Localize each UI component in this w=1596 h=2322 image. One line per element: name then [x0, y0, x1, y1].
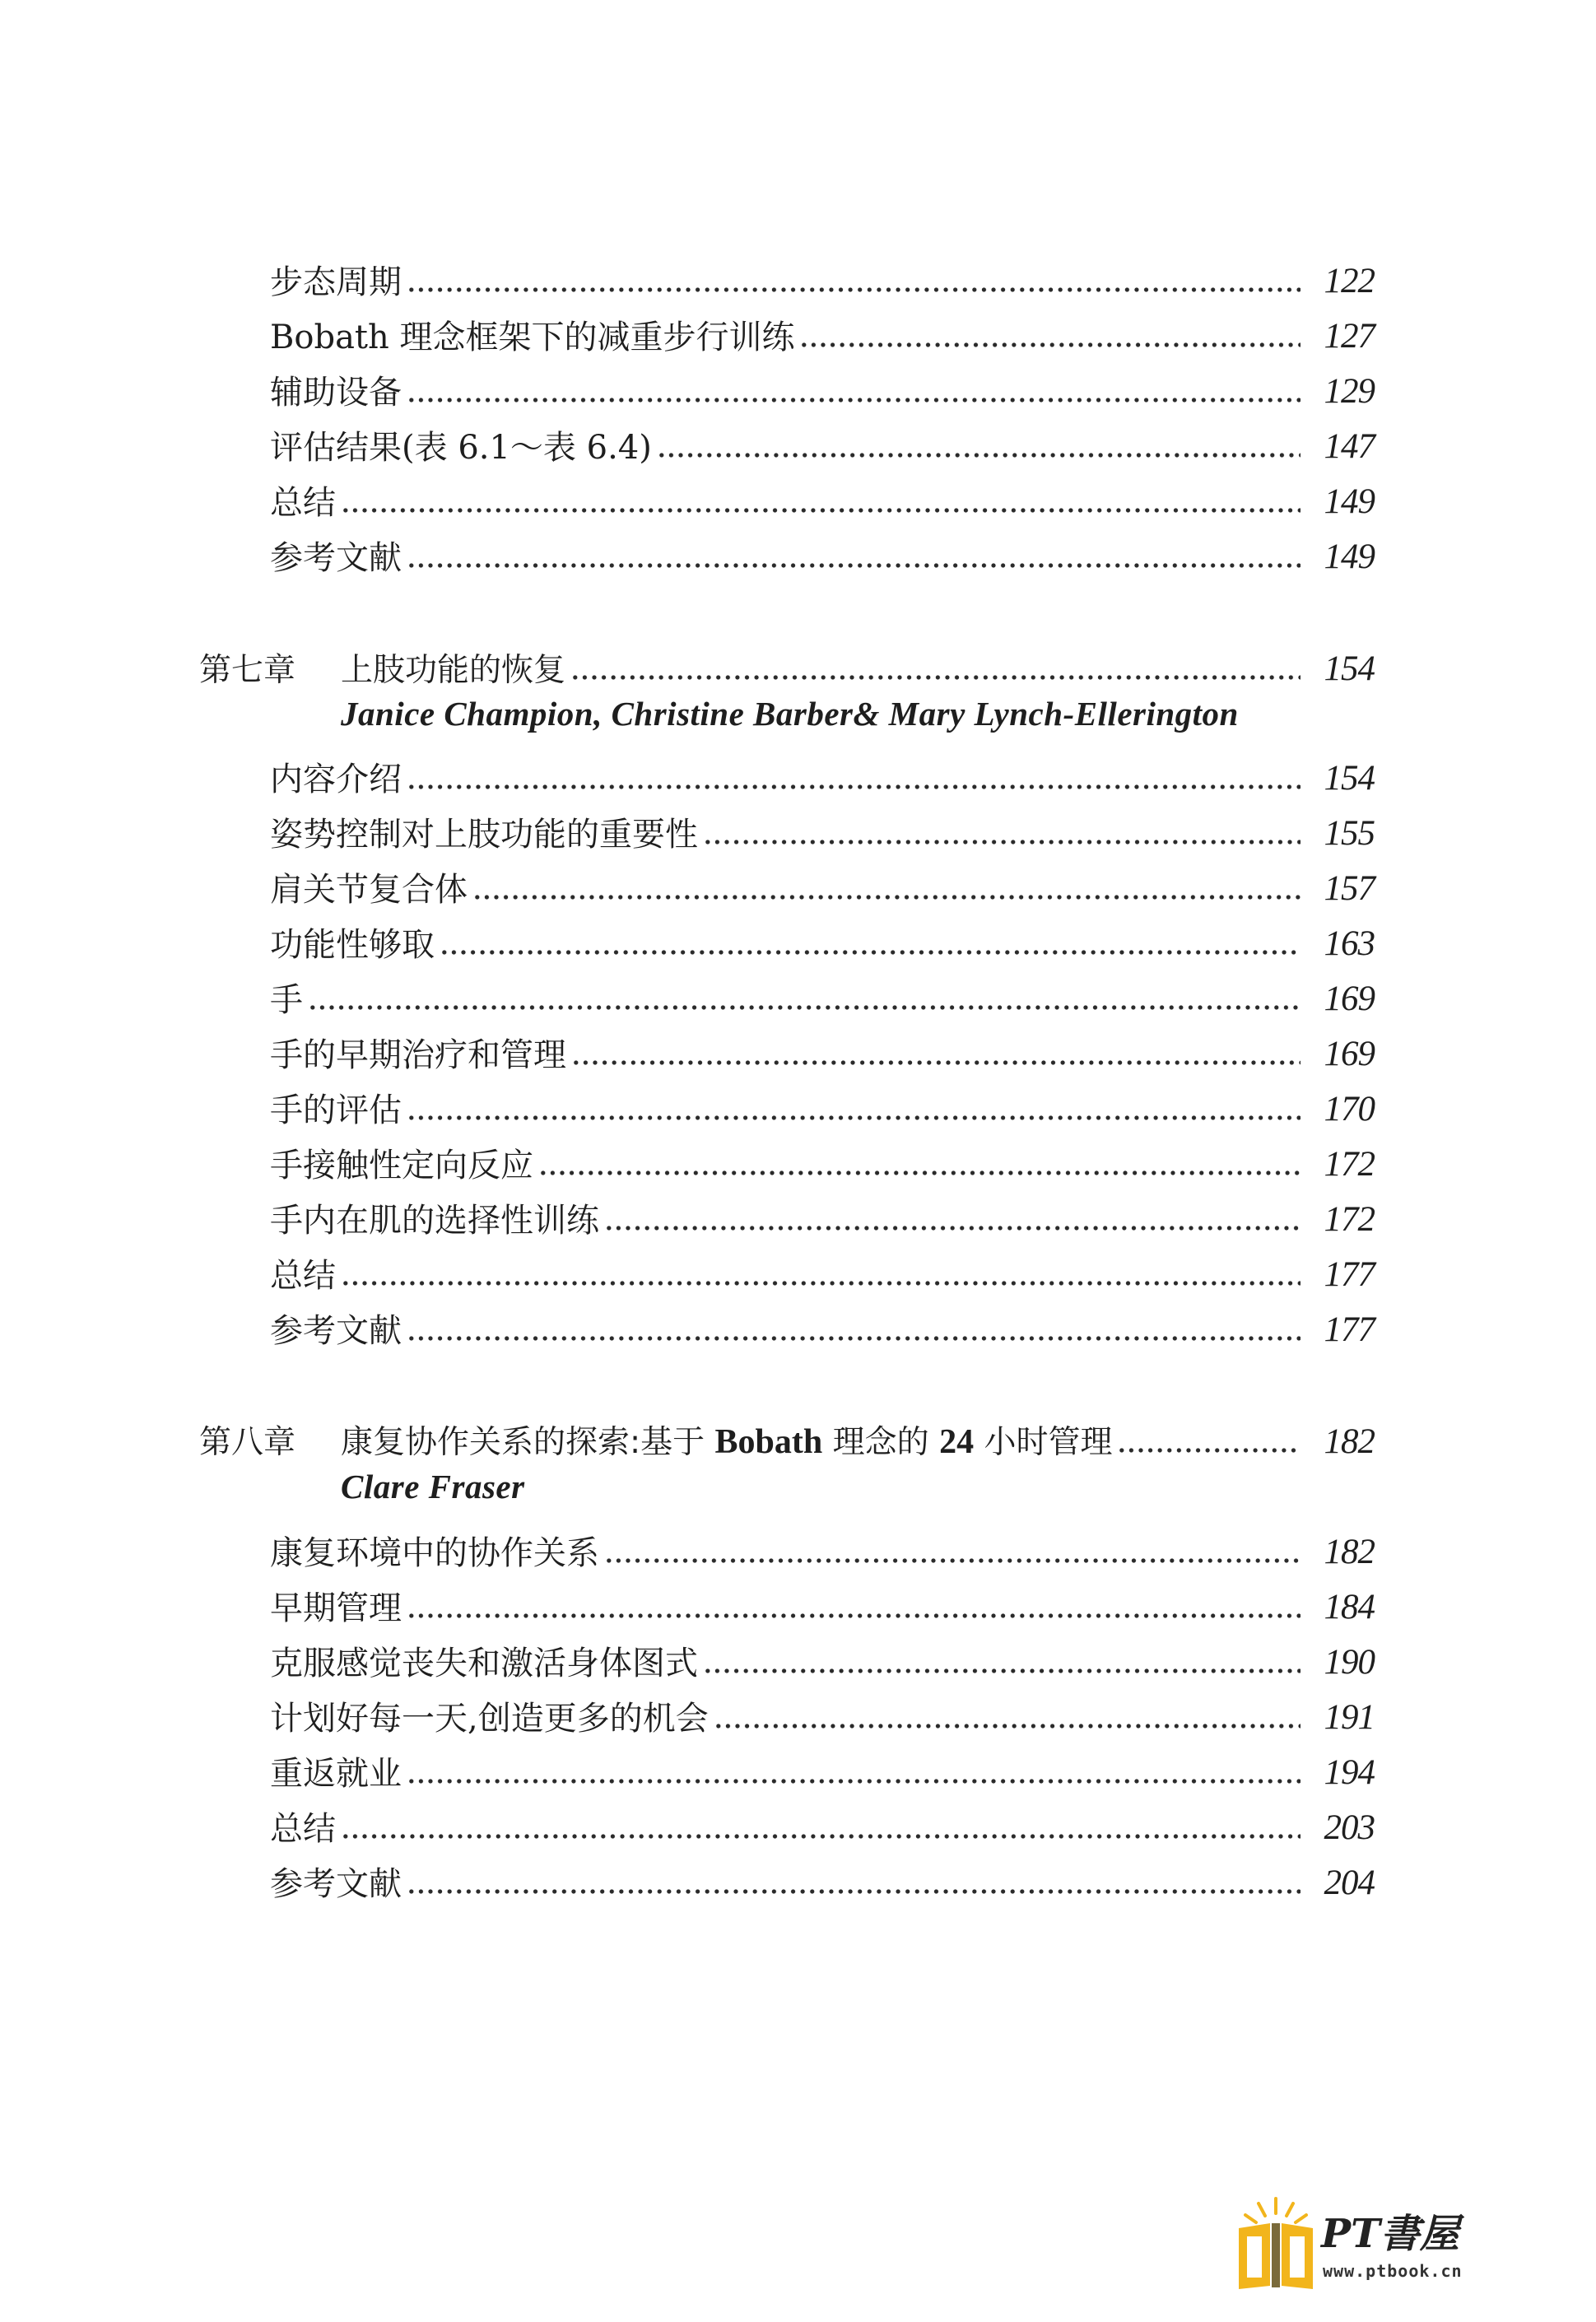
- dot-leader: [657, 452, 1301, 458]
- page-number: 170: [1324, 1090, 1375, 1128]
- chapter-title: [341, 1424, 1112, 1461]
- page-number: 191: [1324, 1698, 1375, 1737]
- page-number: 129: [1324, 372, 1375, 411]
- toc-entry[interactable]: [270, 1570, 1375, 1625]
- entry-title: 康复环境中的协作关系: [270, 1534, 599, 1572]
- dot-leader: [538, 1170, 1301, 1176]
- page-number: 169: [1324, 980, 1375, 1018]
- dot-leader: [407, 1778, 1301, 1785]
- toc-entry[interactable]: [270, 906, 1375, 964]
- page-number: 184: [1324, 1588, 1375, 1626]
- toc-entry[interactable]: [270, 1127, 1375, 1182]
- page-number: 122: [1324, 262, 1375, 300]
- dot-leader: [407, 286, 1301, 293]
- entry-title: 步态周期: [270, 263, 402, 301]
- dot-leader: [604, 1225, 1301, 1231]
- toc-entry[interactable]: [270, 961, 1375, 1017]
- entry-title: 手的早期治疗和管理: [270, 1036, 566, 1074]
- toc-entry[interactable]: [270, 1515, 1375, 1570]
- entry-title: 手的评估: [270, 1091, 402, 1129]
- chapter-number: 第七章: [199, 652, 296, 689]
- page-number: 163: [1324, 924, 1375, 963]
- toc-entry[interactable]: [270, 1017, 1375, 1072]
- entry-title: 姿势控制对上肢功能的重要性: [270, 816, 698, 854]
- page-number: 172: [1324, 1145, 1375, 1184]
- toc-entry[interactable]: [270, 1680, 1375, 1738]
- page-number: 194: [1324, 1753, 1375, 1792]
- dot-leader: [407, 1612, 1301, 1619]
- dot-leader: [703, 839, 1301, 845]
- entry-title: 克服感觉丧失和激活身体图式: [270, 1645, 698, 1682]
- toc-entry[interactable]: [270, 1790, 1375, 1848]
- entry-title: 手: [270, 981, 303, 1019]
- chapter-heading[interactable]: [199, 1404, 1375, 1459]
- entry-title: 早期管理: [270, 1589, 402, 1627]
- page-number: 182: [1324, 1422, 1375, 1461]
- entry-title: Bobath 理念框架下的减重步行训练: [270, 319, 795, 356]
- toc-entry[interactable]: [270, 354, 1375, 412]
- dot-leader: [341, 1280, 1301, 1287]
- entry-title: 参考文献: [270, 1865, 402, 1903]
- dot-leader: [472, 894, 1301, 900]
- dot-leader: [407, 562, 1301, 569]
- entry-title: 功能性够取: [270, 926, 435, 964]
- page-number: 177: [1324, 1255, 1375, 1294]
- entry-title: 计划好每一天,创造更多的机会: [270, 1700, 709, 1738]
- page-number: 177: [1324, 1310, 1375, 1349]
- dot-leader: [407, 1335, 1301, 1342]
- page-number: 169: [1324, 1035, 1375, 1073]
- page-number: 127: [1324, 317, 1375, 356]
- watermark-text: PT書屋: [1321, 2211, 1459, 2257]
- open-book-icon: [1231, 2194, 1321, 2292]
- page-number: 147: [1324, 427, 1375, 466]
- entry-title: 手内在肌的选择性训练: [270, 1202, 599, 1240]
- toc-entry[interactable]: [270, 851, 1375, 909]
- dot-leader: [799, 342, 1301, 348]
- page-number: 157: [1324, 869, 1375, 908]
- chapter-title-part: 24: [939, 1423, 975, 1461]
- chapter-title-part: 理念的: [822, 1424, 940, 1461]
- toc-entry[interactable]: [270, 244, 1375, 299]
- dot-leader: [604, 1557, 1301, 1564]
- toc-entry[interactable]: [270, 299, 1375, 354]
- entry-title: 总结: [270, 1257, 336, 1295]
- page-number: 182: [1324, 1533, 1375, 1571]
- entry-title: 手接触性定向反应: [270, 1147, 533, 1184]
- entry-title: 总结: [270, 1810, 336, 1848]
- page-number: 203: [1324, 1808, 1375, 1847]
- page-number: 149: [1324, 482, 1375, 521]
- chapter-number: 第八章: [199, 1424, 296, 1461]
- dot-leader: [407, 397, 1301, 403]
- chapter-title-part: 康复协作关系的探索:基于: [341, 1424, 715, 1461]
- dot-leader: [714, 1723, 1301, 1729]
- chapter-heading[interactable]: [199, 631, 1375, 689]
- toc-entry[interactable]: [270, 796, 1375, 854]
- dot-leader: [407, 1114, 1301, 1121]
- page-number: 155: [1324, 814, 1375, 853]
- toc-entry[interactable]: [270, 409, 1375, 467]
- page-number: 204: [1324, 1864, 1375, 1902]
- toc-entry[interactable]: [270, 1625, 1375, 1680]
- dot-leader: [1117, 1447, 1301, 1454]
- toc-entry[interactable]: [270, 1845, 1375, 1901]
- page-number: 154: [1324, 649, 1375, 688]
- toc-entry[interactable]: [270, 1072, 1375, 1127]
- dot-leader: [570, 674, 1301, 681]
- toc-entry[interactable]: [270, 1292, 1375, 1350]
- chapter-title-part: 小时管理: [974, 1424, 1113, 1461]
- entry-title: 辅助设备: [270, 374, 402, 412]
- toc-entry[interactable]: [270, 741, 1375, 796]
- entry-title: 评估结果(表 6.1～表 6.4): [270, 429, 652, 467]
- toc-entry[interactable]: [270, 1182, 1375, 1240]
- chapter-author: Clare Fraser: [341, 1468, 525, 1505]
- entry-title: 重返就业: [270, 1755, 402, 1793]
- chapter-label: [199, 1425, 1112, 1459]
- page-number: 172: [1324, 1200, 1375, 1239]
- watermark-url: www.ptbook.cn: [1323, 2261, 1463, 2281]
- dot-leader: [407, 1888, 1301, 1895]
- toc-entry[interactable]: [270, 1237, 1375, 1295]
- toc-entry[interactable]: [270, 464, 1375, 522]
- page-number: 190: [1324, 1643, 1375, 1682]
- ptbook-watermark: [1231, 2194, 1477, 2292]
- entry-title: 总结: [270, 484, 336, 522]
- page-number: 149: [1324, 537, 1375, 576]
- dot-leader: [341, 1833, 1301, 1840]
- dot-leader: [571, 1059, 1301, 1066]
- entry-title: 参考文献: [270, 539, 402, 577]
- dot-leader: [407, 784, 1301, 790]
- chapter-title-part: Bobath: [714, 1423, 823, 1461]
- dot-leader: [703, 1668, 1301, 1674]
- dot-leader: [341, 507, 1301, 514]
- page-number: 154: [1324, 759, 1375, 798]
- entry-title: 内容介绍: [270, 761, 402, 798]
- chapter-label: [199, 652, 566, 689]
- entry-title: 肩关节复合体: [270, 871, 468, 909]
- toc-entry[interactable]: [270, 1735, 1375, 1793]
- entry-title: 参考文献: [270, 1312, 402, 1350]
- toc-entry[interactable]: [270, 519, 1375, 575]
- dot-leader: [440, 949, 1301, 956]
- chapter-author: Janice Champion, Christine Barber& Mary Lynch-Ellerington: [341, 695, 1239, 733]
- dot-leader: [308, 1004, 1301, 1011]
- chapter-title: 上肢功能的恢复: [341, 652, 566, 689]
